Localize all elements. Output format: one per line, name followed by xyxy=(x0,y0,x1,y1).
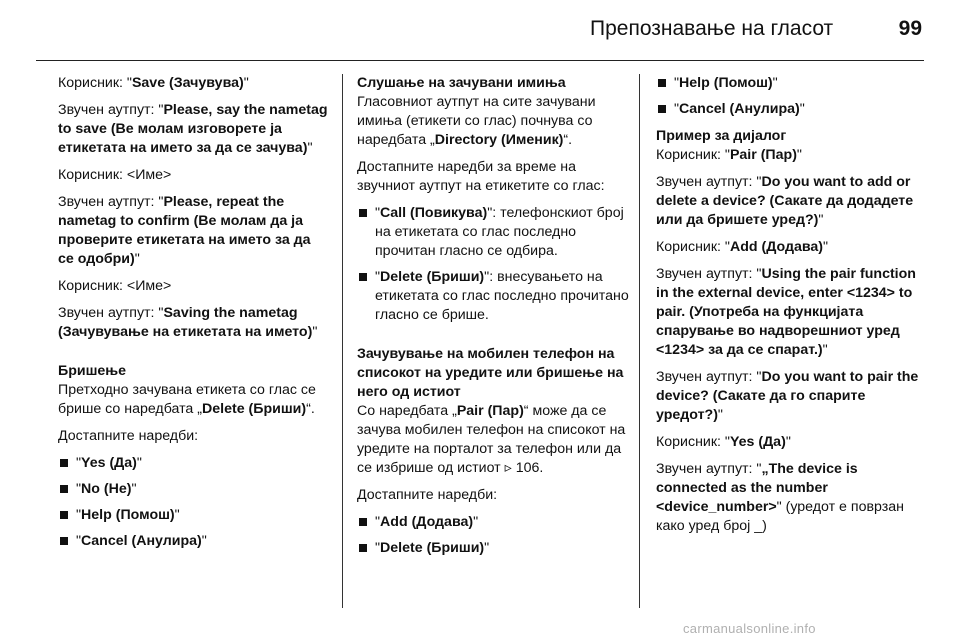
command-list xyxy=(58,454,330,551)
list-item: "No (Не)" xyxy=(58,480,330,499)
command-list xyxy=(357,204,629,325)
dialog-line: Звучен аутпут: "Please, say the nametag to save (Ве молам изговорете ја етикетата на името за да се зачува)" xyxy=(58,102,328,156)
paragraph: Со наредбата „Pair (Пар)“ може да се зачува мобилен телефон на списокот на уредите на порталот за телефон или да се избрише од истиот ▹ 106. xyxy=(357,403,626,476)
list-item: "Add (Додава)" xyxy=(357,513,629,532)
page-number: 99 xyxy=(898,17,922,40)
square-bullet-icon xyxy=(658,105,666,113)
square-bullet-icon xyxy=(359,273,367,281)
square-bullet-icon xyxy=(359,544,367,552)
list-item: "Call (Повикува)": телефонскиот број на етикетата со глас последно прочитан гласно се одбира. xyxy=(357,204,629,261)
square-bullet-icon xyxy=(359,518,367,526)
header-divider xyxy=(36,60,924,61)
dialog-line: Корисник: "Yes (Да)" xyxy=(656,434,791,450)
dialog-line: Звучен аутпут: "Do you want to add or delete a device? (Сакате да додадете или да бришете уред?)" xyxy=(656,174,914,228)
list-item: "Delete (Бриши)" xyxy=(357,539,629,558)
list-item: "Delete (Бриши)": внесувањето на етикетата со глас последно прочитано гласно се брише. xyxy=(357,268,629,325)
dialog-line: Звучен аутпут: "„The device is connected as the number <device_number>" (уредот е поврзан како уред број _) xyxy=(656,461,904,534)
square-bullet-icon xyxy=(658,79,666,87)
paragraph: Претходно зачувана етикета со глас се брише со наредбата „Delete (Бриши)“. xyxy=(58,382,316,417)
command-list xyxy=(656,74,928,119)
column-1 xyxy=(58,74,330,559)
square-bullet-icon xyxy=(60,459,68,467)
paragraph: Достапните наредби: xyxy=(58,428,199,444)
column-divider-1 xyxy=(342,74,343,608)
column-3 xyxy=(656,74,928,544)
list-item: "Cancel (Анулира)" xyxy=(58,532,330,551)
dialog-line: Звучен аутпут: "Do you want to pair the device? (Сакате да го спарите уредот?)" xyxy=(656,369,919,423)
dialog-line: Корисник: "Add (Додава)" xyxy=(656,239,829,255)
square-bullet-icon xyxy=(60,537,68,545)
square-bullet-icon xyxy=(60,511,68,519)
column-divider-2 xyxy=(639,74,640,608)
watermark: carmanualsonline.info xyxy=(683,621,816,636)
list-item: "Help (Помош)" xyxy=(58,506,330,525)
dialog-line: Корисник: "Pair (Пар)" xyxy=(656,147,802,163)
section-heading: Пример за дијалог xyxy=(656,128,787,144)
list-item: "Cancel (Анулира)" xyxy=(656,100,928,119)
command-list xyxy=(357,513,629,558)
list-item: "Yes (Да)" xyxy=(58,454,330,473)
dialog-line: Корисник: "Save (Зачувува)" xyxy=(58,75,249,91)
dialog-line: Звучен аутпут: "Please, repeat the nametag to confirm (Ве молам да ја проверите етикетата на името за да се одобри)" xyxy=(58,194,311,267)
section-heading: Бришење xyxy=(58,363,127,379)
dialog-line: Корисник: <Име> xyxy=(58,278,172,294)
paragraph: Достапните наредби: xyxy=(357,487,498,503)
square-bullet-icon xyxy=(359,209,367,217)
dialog-line: Звучен аутпут: "Using the pair function in the external device, enter <1234> to pair. (Употреба на функцијата спарување во надворешниот уред <1234> за да се спарат.)" xyxy=(656,266,916,358)
list-item: "Help (Помош)" xyxy=(656,74,928,93)
paragraph: Достапните наредби за време на звучниот аутпут на етикетите со глас: xyxy=(357,159,605,194)
paragraph: Гласовниот аутпут на сите зачувани имиња (етикети со глас) почнува со наредбата „Directory (Именик)“. xyxy=(357,94,596,148)
dialog-line: Звучен аутпут: "Saving the nametag (Зачувување на етикетата на името)" xyxy=(58,305,318,340)
section-heading: Зачувување на мобилен телефон на списокот на уредите или бришење на него од истиот xyxy=(357,346,624,400)
page-title: Препознавање на гласот xyxy=(590,17,834,40)
page-reference-arrow-icon: ▹ xyxy=(504,460,512,476)
dialog-line: Корисник: <Име> xyxy=(58,167,172,183)
section-heading: Слушање на зачувани имиња xyxy=(357,75,566,91)
column-2 xyxy=(357,74,629,566)
square-bullet-icon xyxy=(60,485,68,493)
